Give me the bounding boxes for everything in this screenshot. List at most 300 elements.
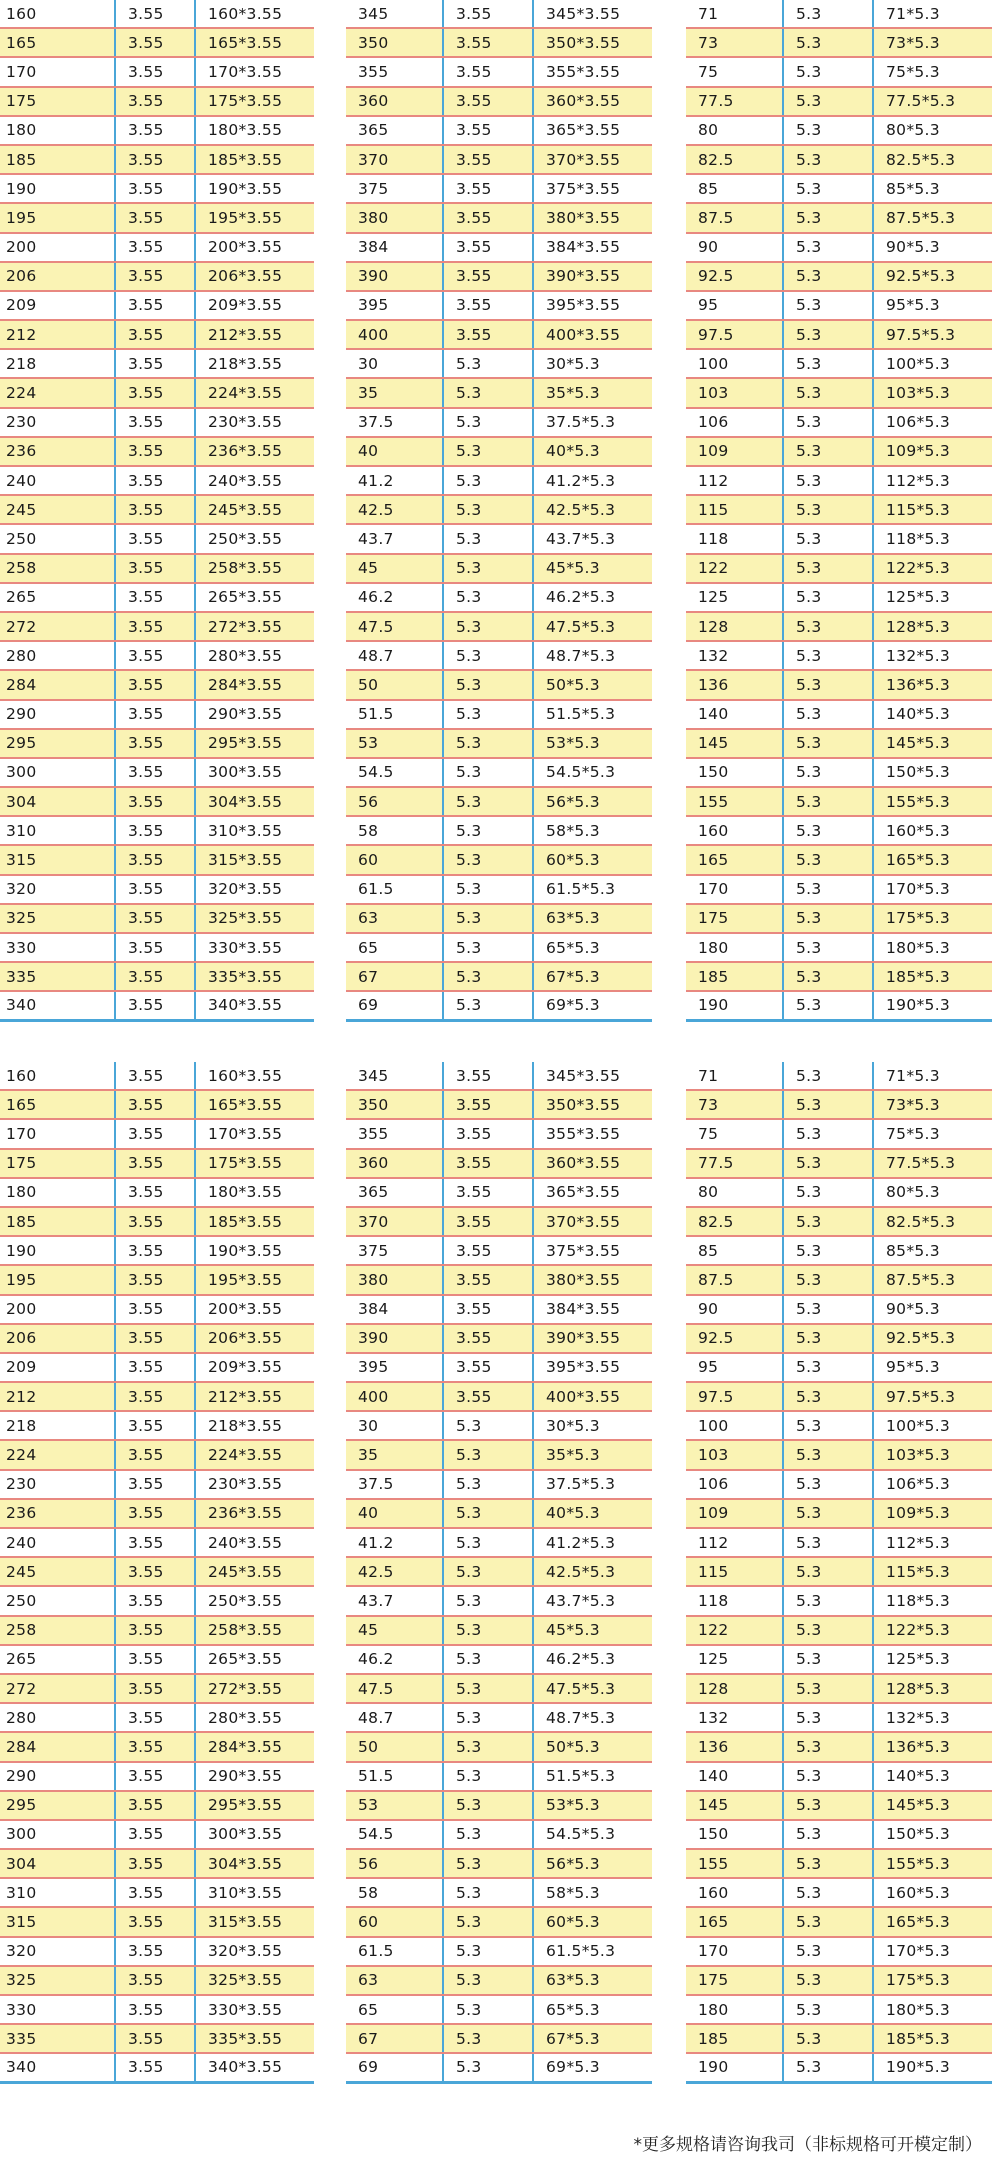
spec-cell: 67*5.3: [546, 2029, 600, 2048]
spec-cell: 40*5.3: [546, 442, 600, 461]
inner-diameter-cell: 200: [0, 1296, 116, 1323]
cross-section-cell: 5.3: [444, 1792, 534, 1819]
table-row: [686, 1237, 992, 1266]
inner-diameter-cell: 209: [0, 1354, 116, 1381]
table-row: [686, 2054, 992, 2083]
cross-section-cell: 5.3: [444, 2054, 534, 2080]
cross-section-cell: 5.3: [784, 263, 874, 290]
inner-diameter-cell: 265: [0, 1646, 116, 1673]
cross-section-cell: 3.55: [116, 1733, 196, 1760]
spec-cell: 51.5*5.3: [546, 705, 616, 724]
cross-section-cell: 3.55: [116, 1208, 196, 1235]
cross-section-cell: 3.55: [116, 759, 196, 786]
table-row: [0, 934, 314, 963]
spec-cell: 300*3.55: [208, 763, 283, 782]
inner-diameter-cell: 170: [0, 1120, 116, 1147]
spec-cell: 315*3.55: [208, 1913, 283, 1932]
spec-cell: 320*3.55: [208, 880, 283, 899]
table-row: [0, 1120, 314, 1149]
spec-cell: 128*5.3: [886, 617, 951, 636]
table-row: [346, 29, 652, 58]
table-row: [0, 1325, 314, 1354]
spec-cell: 240*3.55: [208, 1533, 283, 1552]
table-row: [346, 1617, 652, 1646]
table-row: [0, 817, 314, 846]
table-row: [0, 409, 314, 438]
inner-diameter-cell: 304: [0, 1850, 116, 1877]
inner-diameter-cell: 160: [0, 0, 116, 27]
cross-section-cell: 3.55: [444, 263, 534, 290]
table-row: [346, 438, 652, 467]
inner-diameter-cell: 395: [346, 292, 444, 319]
inner-diameter-cell: 85: [686, 175, 784, 202]
table-row: [686, 350, 992, 379]
inner-diameter-cell: 370: [346, 1208, 444, 1235]
table-row: [346, 1500, 652, 1529]
cross-section-cell: 3.55: [116, 905, 196, 932]
table-row: [686, 1150, 992, 1179]
cross-section-cell: 3.55: [116, 1383, 196, 1410]
table-row: [0, 642, 314, 671]
inner-diameter-cell: 106: [686, 409, 784, 436]
cross-section-cell: 5.3: [784, 730, 874, 757]
inner-diameter-cell: 160: [686, 1879, 784, 1906]
inner-diameter-cell: 320: [0, 876, 116, 903]
cross-section-cell: 5.3: [444, 584, 534, 611]
table-row: [0, 1529, 314, 1558]
cross-section-cell: 3.55: [116, 1850, 196, 1877]
cross-section-cell: 5.3: [444, 963, 534, 990]
spec-cell: 95*5.3: [886, 296, 940, 315]
table-row: [0, 1792, 314, 1821]
spec-cell: 35*5.3: [546, 384, 600, 403]
table-row: [346, 555, 652, 584]
table-row: [686, 175, 992, 204]
cross-section-cell: 5.3: [444, 1908, 534, 1935]
cross-section-cell: 3.55: [116, 613, 196, 640]
table-row: [0, 671, 314, 700]
inner-diameter-cell: 63: [346, 905, 444, 932]
table-row: [0, 1558, 314, 1587]
spec-cell: 65*5.3: [546, 938, 600, 957]
table-row: [346, 1792, 652, 1821]
spec-cell: 250*3.55: [208, 529, 283, 548]
spec-cell: 310*3.55: [208, 821, 283, 840]
table-row: [686, 1879, 992, 1908]
cross-section-cell: 3.55: [444, 1150, 534, 1177]
table-row: [686, 1675, 992, 1704]
cross-section-cell: 3.55: [116, 1120, 196, 1147]
spec-cell: 355*3.55: [546, 1124, 621, 1143]
inner-diameter-cell: 206: [0, 263, 116, 290]
cross-section-cell: 3.55: [116, 1587, 196, 1614]
spec-cell: 71*5.3: [886, 1066, 940, 1085]
spec-cell: 310*3.55: [208, 1883, 283, 1902]
inner-diameter-cell: 325: [0, 905, 116, 932]
spec-cell: 47.5*5.3: [546, 617, 616, 636]
spec-cell: 330*3.55: [208, 938, 283, 957]
cross-section-cell: 3.55: [116, 175, 196, 202]
cross-section-cell: 5.3: [784, 963, 874, 990]
inner-diameter-cell: 330: [0, 1996, 116, 2023]
table-row: [0, 1412, 314, 1441]
spec-cell: 250*3.55: [208, 1591, 283, 1610]
table-row: [0, 1850, 314, 1879]
cross-section-cell: 5.3: [784, 1675, 874, 1702]
inner-diameter-cell: 61.5: [346, 876, 444, 903]
table-row: [346, 1150, 652, 1179]
cross-section-cell: 3.55: [116, 2054, 196, 2080]
cross-section-cell: 3.55: [116, 146, 196, 173]
spec-cell: 67*5.3: [546, 967, 600, 986]
inner-diameter-cell: 45: [346, 555, 444, 582]
cross-section-cell: 3.55: [116, 555, 196, 582]
spec-cell: 395*3.55: [546, 296, 621, 315]
cross-section-cell: 5.3: [784, 1792, 874, 1819]
spec-table-2: [346, 1062, 652, 2084]
table-row: [686, 1996, 992, 2025]
inner-diameter-cell: 47.5: [346, 1675, 444, 1702]
cross-section-cell: 3.55: [116, 58, 196, 85]
cross-section-cell: 3.55: [116, 321, 196, 348]
cross-section-cell: 3.55: [444, 1062, 534, 1089]
inner-diameter-cell: 155: [686, 1850, 784, 1877]
table-row: [0, 1617, 314, 1646]
table-row: [686, 1120, 992, 1149]
inner-diameter-cell: 40: [346, 438, 444, 465]
inner-diameter-cell: 30: [346, 350, 444, 377]
spec-table-3: [686, 1062, 992, 2084]
table-row: [686, 1529, 992, 1558]
spec-cell: 304*3.55: [208, 1854, 283, 1873]
cross-section-cell: 5.3: [784, 175, 874, 202]
table-row: [686, 1412, 992, 1441]
inner-diameter-cell: 71: [686, 1062, 784, 1089]
inner-diameter-cell: 395: [346, 1354, 444, 1381]
spec-cell: 170*5.3: [886, 880, 951, 899]
cross-section-cell: 5.3: [784, 934, 874, 961]
table-row: [346, 876, 652, 905]
inner-diameter-cell: 128: [686, 613, 784, 640]
inner-diameter-cell: 56: [346, 788, 444, 815]
inner-diameter-cell: 355: [346, 1120, 444, 1147]
spec-cell: 106*5.3: [886, 413, 951, 432]
cross-section-cell: 3.55: [116, 1266, 196, 1293]
table-row: [686, 88, 992, 117]
table-row: [346, 1850, 652, 1879]
cross-section-cell: 5.3: [784, 1208, 874, 1235]
cross-section-cell: 3.55: [116, 1879, 196, 1906]
spec-cell: 37.5*5.3: [546, 1475, 616, 1494]
spec-cell: 155*5.3: [886, 792, 951, 811]
table-row: [686, 1500, 992, 1529]
cross-section-cell: 3.55: [116, 1938, 196, 1965]
inner-diameter-cell: 118: [686, 1587, 784, 1614]
table-row: [346, 0, 652, 29]
cross-section-cell: 5.3: [784, 1354, 874, 1381]
inner-diameter-cell: 180: [0, 117, 116, 144]
table-row: [686, 1062, 992, 1091]
cross-section-cell: 5.3: [784, 234, 874, 261]
table-row: [346, 1091, 652, 1120]
table-row: [346, 234, 652, 263]
table-row: [686, 438, 992, 467]
table-row: [0, 1821, 314, 1850]
spec-cell: 240*3.55: [208, 471, 283, 490]
inner-diameter-cell: 51.5: [346, 701, 444, 728]
spec-table-2: [346, 0, 652, 1022]
inner-diameter-cell: 212: [0, 1383, 116, 1410]
cross-section-cell: 3.55: [444, 0, 534, 27]
inner-diameter-cell: 290: [0, 701, 116, 728]
inner-diameter-cell: 145: [686, 730, 784, 757]
spec-cell: 370*3.55: [546, 150, 621, 169]
table-row: [0, 1266, 314, 1295]
spec-cell: 140*5.3: [886, 705, 951, 724]
cross-section-cell: 5.3: [444, 1733, 534, 1760]
spec-cell: 290*3.55: [208, 1767, 283, 1786]
table-row: [686, 613, 992, 642]
inner-diameter-cell: 150: [686, 759, 784, 786]
spec-cell: 224*3.55: [208, 1446, 283, 1465]
table-row: [686, 876, 992, 905]
spec-cell: 180*5.3: [886, 2000, 951, 2019]
spec-cell: 390*3.55: [546, 1329, 621, 1348]
table-row: [686, 1296, 992, 1325]
table-row: [0, 1908, 314, 1937]
inner-diameter-cell: 103: [686, 1441, 784, 1468]
cross-section-cell: 5.3: [784, 1821, 874, 1848]
table-row: [346, 730, 652, 759]
spec-cell: 300*3.55: [208, 1825, 283, 1844]
inner-diameter-cell: 160: [686, 817, 784, 844]
table-row: [686, 1558, 992, 1587]
inner-diameter-cell: 380: [346, 1266, 444, 1293]
table-row: [346, 1208, 652, 1237]
spec-cell: 109*5.3: [886, 442, 951, 461]
table-row: [346, 379, 652, 408]
spec-cell: 160*3.55: [208, 1066, 283, 1085]
inner-diameter-cell: 150: [686, 1821, 784, 1848]
cross-section-cell: 3.55: [116, 525, 196, 552]
table-row: [0, 1763, 314, 1792]
cross-section-cell: 5.3: [444, 2025, 534, 2052]
table-row: [686, 584, 992, 613]
cross-section-cell: 5.3: [784, 1471, 874, 1498]
inner-diameter-cell: 360: [346, 1150, 444, 1177]
inner-diameter-cell: 77.5: [686, 88, 784, 115]
cross-section-cell: 5.3: [444, 496, 534, 523]
table-row: [686, 0, 992, 29]
table-row: [686, 555, 992, 584]
cross-section-cell: 5.3: [444, 1500, 534, 1527]
spec-cell: 345*3.55: [546, 1066, 621, 1085]
spec-cell: 290*3.55: [208, 705, 283, 724]
cross-section-cell: 3.55: [116, 788, 196, 815]
inner-diameter-cell: 80: [686, 117, 784, 144]
inner-diameter-cell: 175: [686, 905, 784, 932]
table-row: [0, 496, 314, 525]
spec-cell: 272*3.55: [208, 1679, 283, 1698]
inner-diameter-cell: 103: [686, 379, 784, 406]
spec-cell: 50*5.3: [546, 675, 600, 694]
spec-cell: 370*3.55: [546, 1212, 621, 1231]
inner-diameter-cell: 236: [0, 1500, 116, 1527]
cross-section-cell: 5.3: [784, 701, 874, 728]
cross-section-cell: 5.3: [444, 1558, 534, 1585]
cross-section-cell: 5.3: [784, 1967, 874, 1994]
cross-section-cell: 5.3: [444, 671, 534, 698]
cross-section-cell: 3.55: [116, 1763, 196, 1790]
cross-section-cell: 5.3: [444, 1704, 534, 1731]
cross-section-cell: 3.55: [444, 1120, 534, 1147]
cross-section-cell: 5.3: [784, 2054, 874, 2080]
inner-diameter-cell: 300: [0, 759, 116, 786]
spec-cell: 56*5.3: [546, 1854, 600, 1873]
inner-diameter-cell: 272: [0, 1675, 116, 1702]
spec-cell: 61.5*5.3: [546, 880, 616, 899]
spec-cell: 236*3.55: [208, 442, 283, 461]
cross-section-cell: 5.3: [444, 846, 534, 873]
table-row: [346, 2025, 652, 2054]
spec-cell: 206*3.55: [208, 267, 283, 286]
spec-cell: 175*3.55: [208, 92, 283, 111]
inner-diameter-cell: 272: [0, 613, 116, 640]
spec-cell: 258*3.55: [208, 1621, 283, 1640]
table-row: [686, 1354, 992, 1383]
cross-section-cell: 5.3: [784, 788, 874, 815]
spec-cell: 190*3.55: [208, 179, 283, 198]
spec-cell: 145*5.3: [886, 734, 951, 753]
cross-section-cell: 5.3: [784, 817, 874, 844]
spec-cell: 65*5.3: [546, 2000, 600, 2019]
spec-cell: 46.2*5.3: [546, 588, 616, 607]
table-row: [686, 1938, 992, 1967]
spec-cell: 355*3.55: [546, 62, 621, 81]
cross-section-cell: 5.3: [784, 1617, 874, 1644]
cross-section-cell: 5.3: [444, 409, 534, 436]
cross-section-cell: 5.3: [784, 321, 874, 348]
inner-diameter-cell: 122: [686, 555, 784, 582]
cross-section-cell: 3.55: [444, 117, 534, 144]
table-row: [346, 467, 652, 496]
table-row: [0, 234, 314, 263]
table-row: [686, 1383, 992, 1412]
table-row: [346, 292, 652, 321]
spec-cell: 30*5.3: [546, 1416, 600, 1435]
inner-diameter-cell: 209: [0, 292, 116, 319]
spec-cell: 284*3.55: [208, 1737, 283, 1756]
cross-section-cell: 3.55: [116, 934, 196, 961]
table-row: [686, 1821, 992, 1850]
table-row: [686, 1617, 992, 1646]
table-row: [0, 1296, 314, 1325]
inner-diameter-cell: 63: [346, 1967, 444, 1994]
cross-section-cell: 3.55: [116, 467, 196, 494]
spec-cell: 41.2*5.3: [546, 471, 616, 490]
cross-section-cell: 5.3: [444, 1938, 534, 1965]
inner-diameter-cell: 160: [0, 1062, 116, 1089]
cross-section-cell: 5.3: [784, 1296, 874, 1323]
cross-section-cell: 3.55: [444, 29, 534, 56]
cross-section-cell: 5.3: [784, 671, 874, 698]
spec-cell: 61.5*5.3: [546, 1942, 616, 1961]
inner-diameter-cell: 51.5: [346, 1763, 444, 1790]
spec-cell: 40*5.3: [546, 1504, 600, 1523]
cross-section-cell: 5.3: [444, 438, 534, 465]
table-row: [0, 321, 314, 350]
footnote: *更多规格请咨询我司（非标规格可开模定制）: [633, 2135, 982, 2155]
cross-section-cell: 3.55: [116, 263, 196, 290]
inner-diameter-cell: 335: [0, 2025, 116, 2052]
cross-section-cell: 3.55: [116, 1967, 196, 1994]
cross-section-cell: 3.55: [116, 292, 196, 319]
inner-diameter-cell: 60: [346, 1908, 444, 1935]
table-row: [686, 467, 992, 496]
inner-diameter-cell: 136: [686, 1733, 784, 1760]
spec-cell: 180*3.55: [208, 121, 283, 140]
inner-diameter-cell: 45: [346, 1617, 444, 1644]
inner-diameter-cell: 185: [0, 1208, 116, 1235]
table-row: [0, 1733, 314, 1762]
inner-diameter-cell: 360: [346, 88, 444, 115]
inner-diameter-cell: 43.7: [346, 525, 444, 552]
spec-cell: 54.5*5.3: [546, 1825, 616, 1844]
cross-section-cell: 5.3: [784, 1996, 874, 2023]
cross-section-cell: 3.55: [116, 1908, 196, 1935]
cross-section-cell: 5.3: [784, 467, 874, 494]
inner-diameter-cell: 145: [686, 1792, 784, 1819]
cross-section-cell: 5.3: [784, 905, 874, 932]
cross-section-cell: 5.3: [444, 1646, 534, 1673]
spec-cell: 360*3.55: [546, 1154, 621, 1173]
cross-section-cell: 5.3: [784, 1179, 874, 1206]
spec-cell: 400*3.55: [546, 1387, 621, 1406]
table-row: [0, 1208, 314, 1237]
spec-cell: 45*5.3: [546, 559, 600, 578]
inner-diameter-cell: 65: [346, 934, 444, 961]
cross-section-cell: 3.55: [116, 876, 196, 903]
table-row: [346, 1646, 652, 1675]
cross-section-cell: 3.55: [116, 817, 196, 844]
cross-section-cell: 3.55: [116, 29, 196, 56]
inner-diameter-cell: 87.5: [686, 1266, 784, 1293]
table-row: [0, 759, 314, 788]
spec-cell: 80*5.3: [886, 121, 940, 140]
cross-section-cell: 5.3: [784, 1150, 874, 1177]
table-row: [346, 846, 652, 875]
inner-diameter-cell: 67: [346, 963, 444, 990]
inner-diameter-cell: 175: [0, 88, 116, 115]
inner-diameter-cell: 190: [686, 2054, 784, 2080]
cross-section-cell: 3.55: [116, 350, 196, 377]
inner-diameter-cell: 56: [346, 1850, 444, 1877]
inner-diameter-cell: 355: [346, 58, 444, 85]
spec-cell: 380*3.55: [546, 1270, 621, 1289]
table-row: [686, 292, 992, 321]
table-row: [686, 1587, 992, 1616]
spec-cell: 335*3.55: [208, 967, 283, 986]
table-row: [686, 146, 992, 175]
inner-diameter-cell: 400: [346, 1383, 444, 1410]
table-row: [346, 1441, 652, 1470]
cross-section-cell: 3.55: [444, 1296, 534, 1323]
spec-cell: 206*3.55: [208, 1329, 283, 1348]
table-row: [0, 438, 314, 467]
table-row: [0, 1704, 314, 1733]
table-row: [686, 1908, 992, 1937]
table-row: [686, 234, 992, 263]
